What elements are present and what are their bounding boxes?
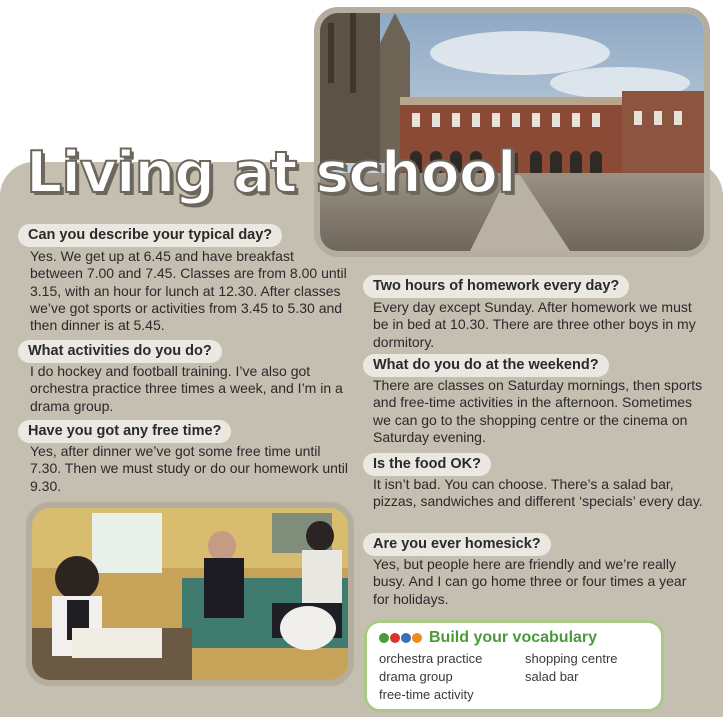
question-homesick: Are you ever homesick?	[363, 533, 551, 556]
vocab-word: orchestra practice	[379, 651, 483, 666]
page-title: Living at school	[26, 140, 516, 206]
question-activities: What activities do you do?	[18, 340, 222, 363]
vocabulary-box	[364, 620, 664, 712]
answer-activities: I do hockey and football training. I’ve also got orchestra practice three times a week, and I’m in a drama group.	[30, 363, 343, 414]
dot-icon	[401, 633, 411, 643]
dormitory-photo	[26, 502, 354, 686]
college-courtyard-photo	[314, 7, 710, 257]
answer-typical-day: Yes. We get up at 6.45 and have breakfast between 7.00 and 7.45. Classes are from 8.00 until 3.15, with an hour for lunch at 12.30. After classes we’ve got sports or activities from 3.45 to 5.30 and then dinner is at 5.45.	[30, 248, 347, 334]
question-weekend: What do you do at the weekend?	[363, 354, 609, 377]
question-typical-day: Can you describe your typical day?	[18, 224, 282, 247]
dot-icon	[390, 633, 400, 643]
question-free-time: Have you got any free time?	[18, 420, 231, 443]
vocabulary-title: Build your vocabulary	[429, 629, 598, 646]
vocab-word: salad bar	[525, 669, 579, 684]
vocab-word: free-time activity	[379, 687, 474, 702]
vocab-word: shopping centre	[525, 651, 618, 666]
answer-homework: Every day except Sunday. After homework we must be in bed at 10.30. There are three other boys in my dormitory.	[373, 299, 696, 350]
vocab-word: drama group	[379, 669, 453, 684]
answer-homesick: Yes, but people here are friendly and we’re really busy. And I can go home three or four times a year for holidays.	[373, 556, 687, 607]
dot-icon	[379, 633, 389, 643]
question-food: Is the food OK?	[363, 453, 491, 476]
vocabulary-header	[379, 629, 597, 647]
question-homework: Two hours of homework every day?	[363, 275, 629, 298]
answer-food: It isn’t bad. You can choose. There’s a salad bar, pizzas, sandwiches and different ‘specials’ every day.	[373, 476, 703, 510]
dot-icon	[412, 633, 422, 643]
answer-free-time: Yes, after dinner we’ve got some free time until 7.30. Then we must study or do our homework until 9.30.	[30, 443, 349, 494]
answer-weekend: There are classes on Saturday mornings, then sports and free-time activities in the afternoon. Sometimes we can go to the shopping centre or the cinema on Saturday evening.	[373, 377, 703, 445]
